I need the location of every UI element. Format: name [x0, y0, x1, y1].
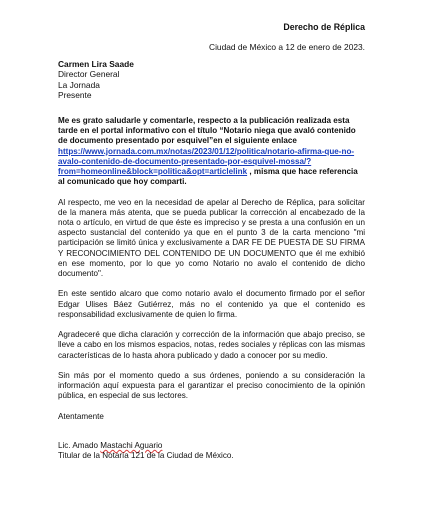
signature-name: Mastachi Aguario	[100, 441, 163, 451]
letter-body	[58, 116, 365, 461]
recipient-role: Director General	[58, 69, 120, 80]
recipient-org: La Jornada	[58, 79, 100, 90]
signature-line	[58, 441, 365, 451]
paragraph-2: En este sentido alcaro que como notario avalo el documento firmado por el señor Edgar Ulises Báez Gutiérrez, más no el contenido ya que el contenido es responsabilidad exclusivamente de quien lo firma.	[58, 289, 365, 319]
recipient-name: Carmen Lira Saade	[58, 59, 134, 69]
intro-text-b: , misma que hace referencia al comunicado que hoy comparti.	[58, 167, 358, 187]
intro-paragraph	[58, 116, 365, 187]
article-link[interactable]: https://www.jornada.com.mx/notas/2023/01/12/politica/notario-afirma-que-no-avalo-contenido-de-documento-presentado-por-esquivel-mossa/?from=homeonline&block=politica&opt=articlelink	[58, 146, 355, 177]
document-title: Derecho de Réplica	[283, 22, 365, 32]
paragraph-3: Agradeceré que dicha claración y corrección de la información que abajo preciso, se lleve a cabo en los mismos espacios, notas, redes sociales y réplicas con las mismas características de lo hasta ahora publicado y dado a conocer por su medio.	[58, 330, 365, 360]
date-line: Ciudad de México a 12 de enero de 2023.	[209, 42, 365, 52]
paragraph-4: Sin más por el momento quedo a sus órdenes, poniendo a su consideración la información aquí expuesta para el garantizar el preciso conocimiento de la opinión pública, en especial de sus lectores.	[58, 371, 365, 401]
intro-text-a: Me es grato saludarle y comentarle, respecto a la publicación realizada esta tarde en el portal informativo con el título “Notario niega que avaló contenido de documento presentado por esquivel”en el siguiente enlace	[58, 116, 356, 146]
closing-word: Atentamente	[58, 411, 104, 421]
recipient-block	[58, 59, 134, 101]
signature-title: Titular de la Notaría 121 de la Ciudad de México.	[58, 451, 234, 461]
paragraph-1: Al respecto, me veo en la necesidad de apelar al Derecho de Réplica, para solicitar de la manera más atenta, que se pueda publicar la corrección al encabezado de la nota o artículo, en virtud de que éste es impreciso y se presta a una confusión en un aspecto sustancial del contenido ya que en el punto 3 de la carta menciono "mi participación se limitó única y exclusivamente a DAR FE DE PUESTA DE SU FIRMA Y RECONOCIMIENTO DEL CONTENIDO DE UN DOCUMENTO que él me exhibió en ese momento, por lo que yo como Notario no avalo el contenido de dicho documento".	[58, 197, 365, 279]
recipient-presente: Presente	[58, 90, 92, 101]
signature-prefix: Lic. Amado	[58, 441, 101, 451]
